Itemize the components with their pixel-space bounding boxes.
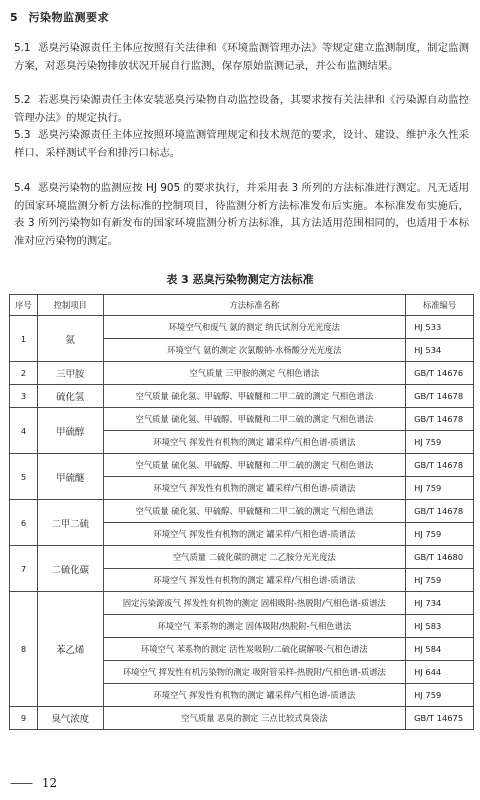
section-heading <box>10 9 109 25</box>
standards-table <box>9 294 474 730</box>
standard-code: HJ 734 <box>406 592 474 615</box>
control-item: 二甲二硫 <box>37 500 103 546</box>
method-name: 环境空气 苯系物的测定 固体吸附/热脱附-气相色谱法 <box>103 615 406 638</box>
method-name: 环境空气和废气 氨的测定 纳氏试剂分光光度法 <box>103 316 406 339</box>
table-title: 表 3 恶臭污染物测定方法标准 <box>166 273 314 286</box>
control-item: 甲硫醇 <box>37 408 103 454</box>
header-item: 控制项目 <box>37 295 103 316</box>
paragraph-text: 恶臭污染源责任主体应按照环境监测管理规定和技术规范的要求，设计、建设、维护永久性采样口、采样测试平台和排污口标志。 <box>14 129 469 159</box>
standard-code: HJ 759 <box>406 477 474 500</box>
method-name: 空气质量 硫化氢、甲硫醇、甲硫醚和二甲二硫的测定 气相色谱法 <box>103 408 406 431</box>
row-number: 2 <box>10 362 38 385</box>
method-name: 空气质量 二硫化碳的测定 二乙胺分光光度法 <box>103 546 406 569</box>
standard-code: HJ 583 <box>406 615 474 638</box>
method-name: 环境空气 挥发性有机物的测定 罐采样/气相色谱-质谱法 <box>103 431 406 454</box>
standard-code: GB/T 14680 <box>406 546 474 569</box>
method-name: 空气质量 硫化氢、甲硫醇、甲硫醚和二甲二硫的测定 气相色谱法 <box>103 500 406 523</box>
method-name: 环境空气 挥发性有机物的测定 罐采样/气相色谱-质谱法 <box>103 684 406 707</box>
method-name: 环境空气 氨的测定 次氯酸钠-水杨酸分光光度法 <box>103 339 406 362</box>
control-item: 二硫化碳 <box>37 546 103 592</box>
standard-code: HJ 759 <box>406 431 474 454</box>
table-row <box>10 408 474 431</box>
control-item: 氨 <box>37 316 103 362</box>
standard-code: GB/T 14676 <box>406 362 474 385</box>
standard-code: HJ 759 <box>406 684 474 707</box>
paragraph-text: 恶臭污染物的监测应按 HJ 905 的要求执行，并采用表 3 所列的方法标准进行测定。凡无适用的国家环境监测分析方法标准的控制项目，待监测分析方法标准发布后实施。本标准发布实施后，表 3 所列污染物如有新发布的国家环境监测分析方法标准，其方法适用范围相同的，也适用于本标准对应污染物的测定。 <box>14 182 469 247</box>
paragraph-number: 5.4 <box>14 182 31 194</box>
section-title: 污染物监测要求 <box>28 11 109 24</box>
method-name: 环境空气 挥发性有机物的测定 罐采样/气相色谱-质谱法 <box>103 569 406 592</box>
standard-code: GB/T 14678 <box>406 408 474 431</box>
header-method: 方法标准名称 <box>103 295 406 316</box>
control-item: 三甲胺 <box>37 362 103 385</box>
footer-rule: —— <box>10 776 32 790</box>
standard-code: HJ 534 <box>406 339 474 362</box>
row-number: 9 <box>10 707 38 730</box>
table-row <box>10 707 474 730</box>
table-header-row <box>10 295 474 316</box>
control-item: 苯乙烯 <box>37 592 103 707</box>
section-number: 5 <box>10 11 19 24</box>
row-number: 8 <box>10 592 38 707</box>
paragraph-5-2 <box>14 92 469 127</box>
table-row <box>10 546 474 569</box>
method-name: 环境空气 挥发性有机物的测定 罐采样/气相色谱-质谱法 <box>103 477 406 500</box>
standard-code: HJ 584 <box>406 638 474 661</box>
control-item: 臭气浓度 <box>37 707 103 730</box>
page-footer <box>10 776 57 790</box>
paragraph-number: 5.2 <box>14 94 31 106</box>
table-row <box>10 500 474 523</box>
row-number: 1 <box>10 316 38 362</box>
standard-code: GB/T 14678 <box>406 454 474 477</box>
control-item: 硫化氢 <box>37 385 103 408</box>
table-row <box>10 454 474 477</box>
header-no: 序号 <box>10 295 38 316</box>
method-name: 空气质量 三甲胺的测定 气相色谱法 <box>103 362 406 385</box>
paragraph-text: 若恶臭污染源责任主体安装恶臭污染物自动监控设备，其要求按有关法律和《污染源自动监控管理办法》的规定执行。 <box>14 94 469 124</box>
row-number: 6 <box>10 500 38 546</box>
page-number: 12 <box>41 776 58 790</box>
row-number: 4 <box>10 408 38 454</box>
row-number: 3 <box>10 385 38 408</box>
standard-code: HJ 644 <box>406 661 474 684</box>
table-row <box>10 592 474 615</box>
standard-code: GB/T 14675 <box>406 707 474 730</box>
control-item: 甲硫醚 <box>37 454 103 500</box>
standard-code: HJ 533 <box>406 316 474 339</box>
paragraph-number: 5.1 <box>14 42 31 54</box>
header-code: 标准编号 <box>406 295 474 316</box>
paragraph-5-1 <box>14 40 469 75</box>
table-row <box>10 316 474 339</box>
standard-code: GB/T 14678 <box>406 500 474 523</box>
table-row <box>10 385 474 408</box>
row-number: 5 <box>10 454 38 500</box>
paragraph-5-4 <box>14 180 469 250</box>
table-row <box>10 362 474 385</box>
paragraph-5-3 <box>14 127 469 162</box>
standard-code: GB/T 14678 <box>406 385 474 408</box>
method-name: 空气质量 恶臭的测定 三点比较式臭袋法 <box>103 707 406 730</box>
method-name: 固定污染源废气 挥发性有机物的测定 固相吸附-热脱附/气相色谱-质谱法 <box>103 592 406 615</box>
method-name: 空气质量 硫化氢、甲硫醇、甲硫醚和二甲二硫的测定 气相色谱法 <box>103 385 406 408</box>
paragraph-number: 5.3 <box>14 129 31 141</box>
paragraph-text: 恶臭污染源责任主体应按照有关法律和《环境监测管理办法》等规定建立监测制度，制定监测方案，对恶臭污染物排放状况开展自行监测，保存原始监测记录，并公布监测结果。 <box>14 42 469 72</box>
standard-code: HJ 759 <box>406 523 474 546</box>
method-name: 环境空气 挥发性有机物的测定 罐采样/气相色谱-质谱法 <box>103 523 406 546</box>
row-number: 7 <box>10 546 38 592</box>
method-name: 环境空气 苯系物的测定 活性炭吸附/二硫化碳解吸-气相色谱法 <box>103 638 406 661</box>
standard-code: HJ 759 <box>406 569 474 592</box>
method-name: 环境空气 挥发性有机污染物的测定 吸附管采样-热脱附/气相色谱-质谱法 <box>103 661 406 684</box>
method-name: 空气质量 硫化氢、甲硫醇、甲硫醚和二甲二硫的测定 气相色谱法 <box>103 454 406 477</box>
table-body <box>10 316 474 730</box>
